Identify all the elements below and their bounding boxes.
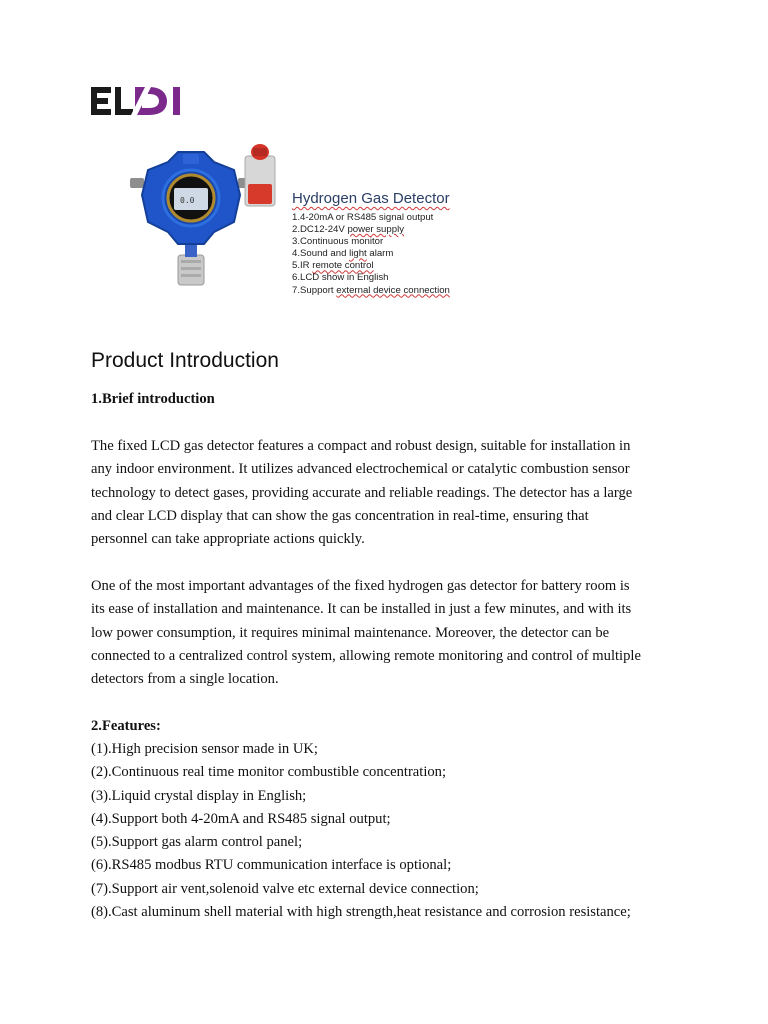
feature-item: (8).Cast aluminum shell material with high strength,heat resistance and corrosion resistance; [91,904,631,921]
image-spec-item: 2.DC12-24V power supply [292,224,404,236]
paragraph-line: personnel can take appropriate actions quickly. [91,531,365,548]
eldi-logo [91,86,191,116]
svg-text:0.0: 0.0 [180,196,195,205]
feature-item: (1).High precision sensor made in UK; [91,741,318,757]
paragraph-line: and clear LCD display that can show the gas concentration in real-time, ensuring that [91,507,589,524]
image-spec-item: 1.4-20mA or RS485 signal output [292,212,434,223]
feature-item: (2).Continuous real time monitor combustible concentration; [91,764,447,781]
feature-item: (5).Support gas alarm control panel; [91,834,303,851]
paragraph-line: connected to a centralized control system, allowing remote monitoring and control of multiple [91,647,641,664]
features-title: 2.Features: [91,718,161,734]
image-spec-item: 6.LCD show in English [292,272,389,284]
feature-item: (4).Support both 4-20mA and RS485 signal output; [91,810,391,827]
paragraph-line: low power consumption, it requires minimal maintenance. Moreover, the detector can be [91,624,610,641]
paragraph-line: technology to detect gases, providing accurate and reliable readings. The detector has a large [91,484,633,501]
brief-title: 1.Brief introduction [91,391,215,407]
feature-item: (7).Support air vent,solenoid valve etc external device connection; [91,880,479,897]
image-spec-item: 3.Continuous monitor [292,236,384,248]
image-spec-item: 4.Sound and light alarm [292,248,394,260]
paragraph-line: One of the most important advantages of the fixed hydrogen gas detector for battery room is [91,578,630,594]
feature-item: (3).Liquid crystal display in English; [91,787,307,804]
image-spec-item: 7.Support external device connection [292,284,450,296]
brief-paragraph-1 [91,435,691,551]
section-heading: Product Introduction [91,349,279,372]
brief-paragraph-2 [91,575,691,691]
image-spec-item: 5.IR remote control [292,260,374,272]
paragraph-line: its ease of installation and maintenance. It can be installed in just a few minutes, and with its [91,601,632,618]
paragraph-line: detectors from a single location. [91,671,279,688]
image-spec-list [292,212,450,297]
paragraph-line: The fixed LCD gas detector features a compact and robust design, suitable for installation in [91,438,631,454]
paragraph-line: any indoor environment. It utilizes advanced electrochemical or catalytic combustion sensor [91,461,630,478]
product-image [128,140,468,305]
features-list [91,738,631,924]
eldi-logo-graphic [91,86,191,116]
feature-item: (6).RS485 modbus RTU communication interface is optional; [91,857,452,874]
image-title: Hydrogen Gas Detector [292,190,450,207]
